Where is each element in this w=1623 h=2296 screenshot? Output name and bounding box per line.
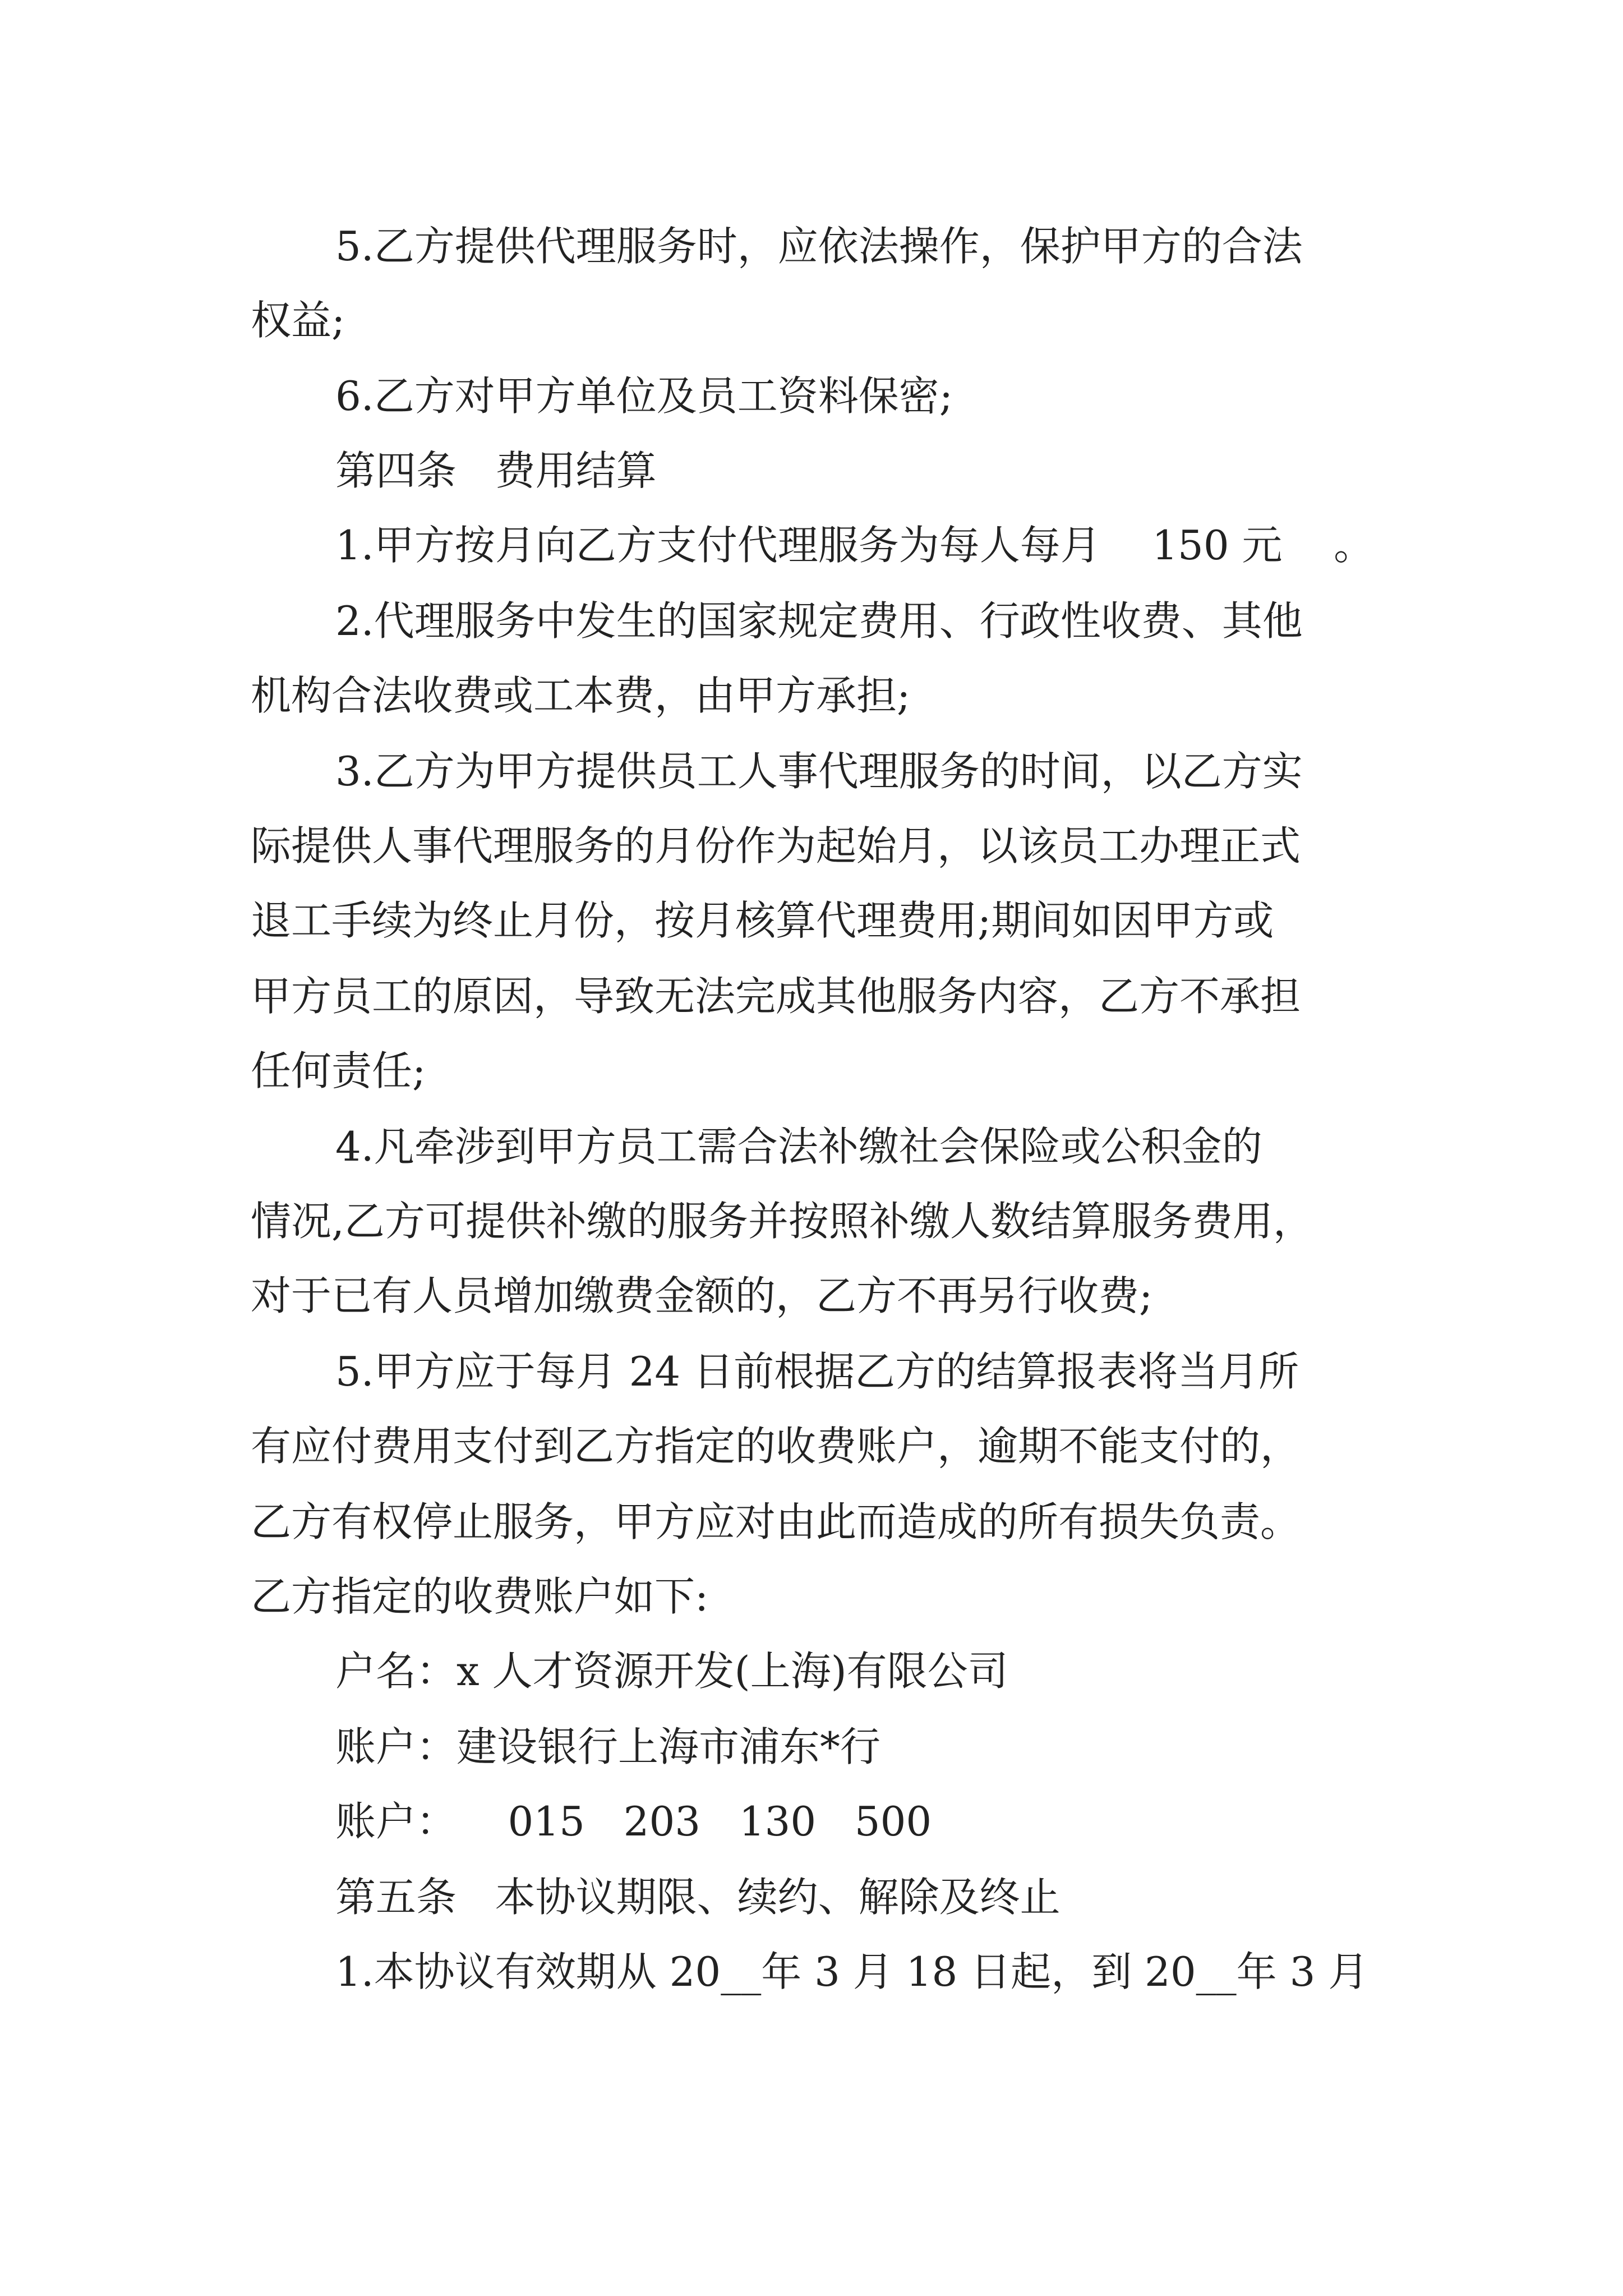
account-bank: 账户：建设银行上海市浦东*行 [335, 1723, 881, 1770]
clause-3-item-5-line-2: 权益; [251, 297, 345, 344]
clause-4-item-4-line-3: 对于已有人员增加缴费金额的，乙方不再另行收费; [251, 1272, 1153, 1319]
clause-3-item-6: 6.乙方对甲方单位及员工资料保密; [335, 372, 953, 420]
clause-3-item-5-line-1: 5.乙方提供代理服务时，应依法操作，保护甲方的合法 [335, 223, 1303, 270]
clause-4-item-3-line-4: 甲方员工的原因，导致无法完成其他服务内容，乙方不承担 [251, 973, 1301, 1020]
clause-4-item-2-line-2: 机构合法收费或工本费，由甲方承担; [251, 672, 911, 719]
clause-5-item-1-line-1: 1.本协议有效期从 20__年 3 月 18 日起，到 20__年 3 月 [335, 1948, 1369, 1995]
clause-4-item-3-line-3: 退工手续为终止月份，按月核算代理费用;期间如因甲方或 [251, 897, 1274, 944]
clause-4-item-2-line-1: 2.代理服务中发生的国家规定费用、行政性收费、其他 [335, 597, 1303, 645]
clause-4-item-5-line-3: 乙方有权停止服务，甲方应对由此而造成的所有损失负责。 [251, 1498, 1301, 1545]
clause-4-heading: 第四条 费用结算 [335, 447, 657, 494]
clause-4-item-5-line-1: 5.甲方应于每月 24 日前根据乙方的结算报表将当月所 [335, 1348, 1299, 1395]
clause-4-item-4-line-2: 情况,乙方可提供补缴的服务并按照补缴人数结算服务费用， [251, 1198, 1313, 1245]
clause-5-heading: 第五条 本协议期限、续约、解除及终止 [335, 1874, 1061, 1921]
clause-4-item-4-line-1: 4.凡牵涉到甲方员工需合法补缴社会保险或公积金的 [335, 1123, 1262, 1170]
clause-4-item-1: 1.甲方按月向乙方支付代理服务为每人每月 150 元 。 [335, 522, 1375, 569]
clause-4-item-3-line-2: 际提供人事代理服务的月份作为起始月，以该员工办理正式 [251, 822, 1301, 869]
clause-4-item-3-line-5: 任何责任; [251, 1047, 426, 1094]
account-number: 账户： 015 203 130 500 [335, 1798, 932, 1845]
clause-4-item-5-line-4: 乙方指定的收费账户如下: [251, 1573, 709, 1620]
account-name: 户名：x 人才资源开发(上海)有限公司 [335, 1648, 1008, 1695]
clause-4-item-5-line-2: 有应付费用支付到乙方指定的收费账户，逾期不能支付的， [251, 1423, 1301, 1470]
clause-4-item-3-line-1: 3.乙方为甲方提供员工人事代理服务的时间，以乙方实 [335, 748, 1303, 795]
